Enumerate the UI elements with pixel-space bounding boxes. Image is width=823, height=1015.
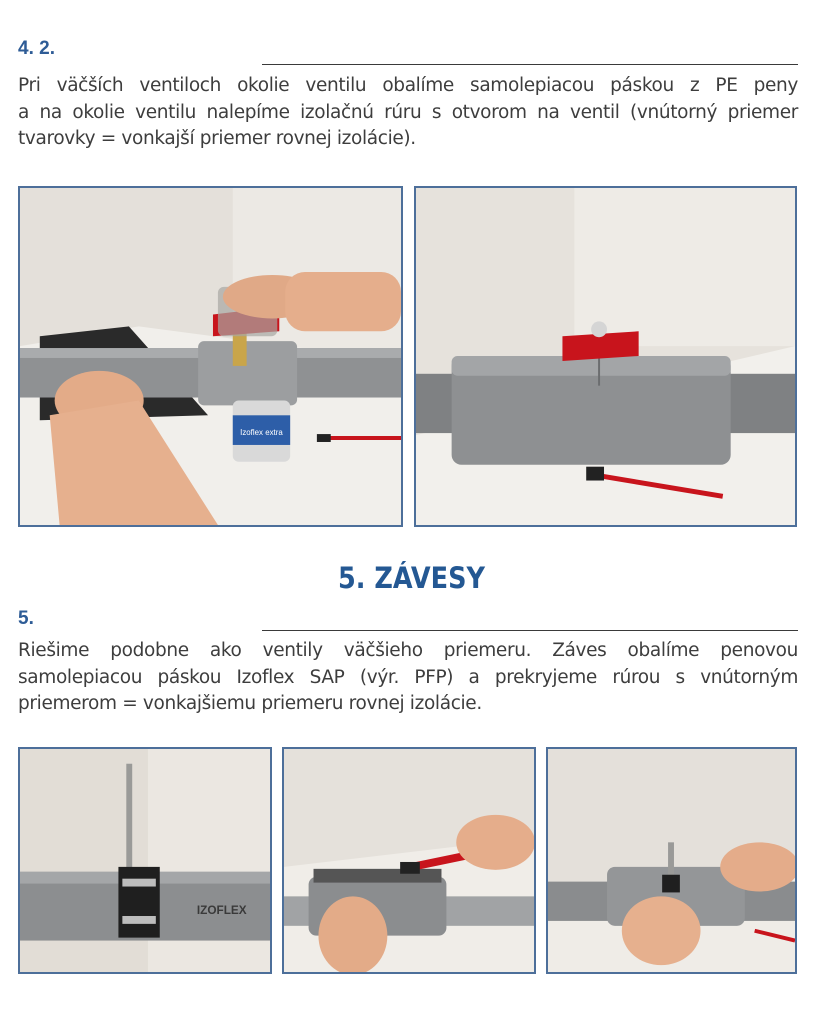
photo-hanger-insulated xyxy=(546,747,797,974)
pipe-brand-label: IZOFLEX xyxy=(196,904,247,918)
paragraph-line: Pri väčších ventiloch okolie ventilu obalíme samolepiacou páskou z PE peny xyxy=(18,75,798,96)
section-heading-zavesy: 5. ZÁVESY xyxy=(338,561,485,595)
section-number-5: 5. xyxy=(18,608,34,629)
photo-hanger-clamp xyxy=(18,747,272,974)
photo-valve-wrapping xyxy=(18,186,403,527)
section-number-4-2: 4. 2. xyxy=(18,38,55,59)
section-4-paragraph xyxy=(18,73,798,153)
paragraph-line: Riešime podobne ako ventily väčšieho priemeru. Záves obalíme penovou xyxy=(18,640,798,661)
photo-valve-insulated xyxy=(414,186,797,527)
paragraph-line: samolepiacou páskou Izoflex SAP (výr. PFP) a prekryjeme rúrou s vnútorným xyxy=(18,666,798,688)
can-label: Izoflex extra xyxy=(240,428,283,438)
section-divider xyxy=(262,630,798,631)
section-5-paragraph xyxy=(18,638,798,718)
paragraph-line: a na okolie ventilu nalepíme izolačnú rúru s otvorom na ventil (vnútorný priemer xyxy=(18,101,798,123)
paragraph-line: tvarovky = vonkajší priemer rovnej izolácie). xyxy=(18,128,416,150)
section-divider xyxy=(262,64,798,65)
paragraph-line: priemerom = vonkajšiemu priemeru rovnej izolácie. xyxy=(18,693,482,715)
photo-brushing-adhesive xyxy=(282,747,536,974)
